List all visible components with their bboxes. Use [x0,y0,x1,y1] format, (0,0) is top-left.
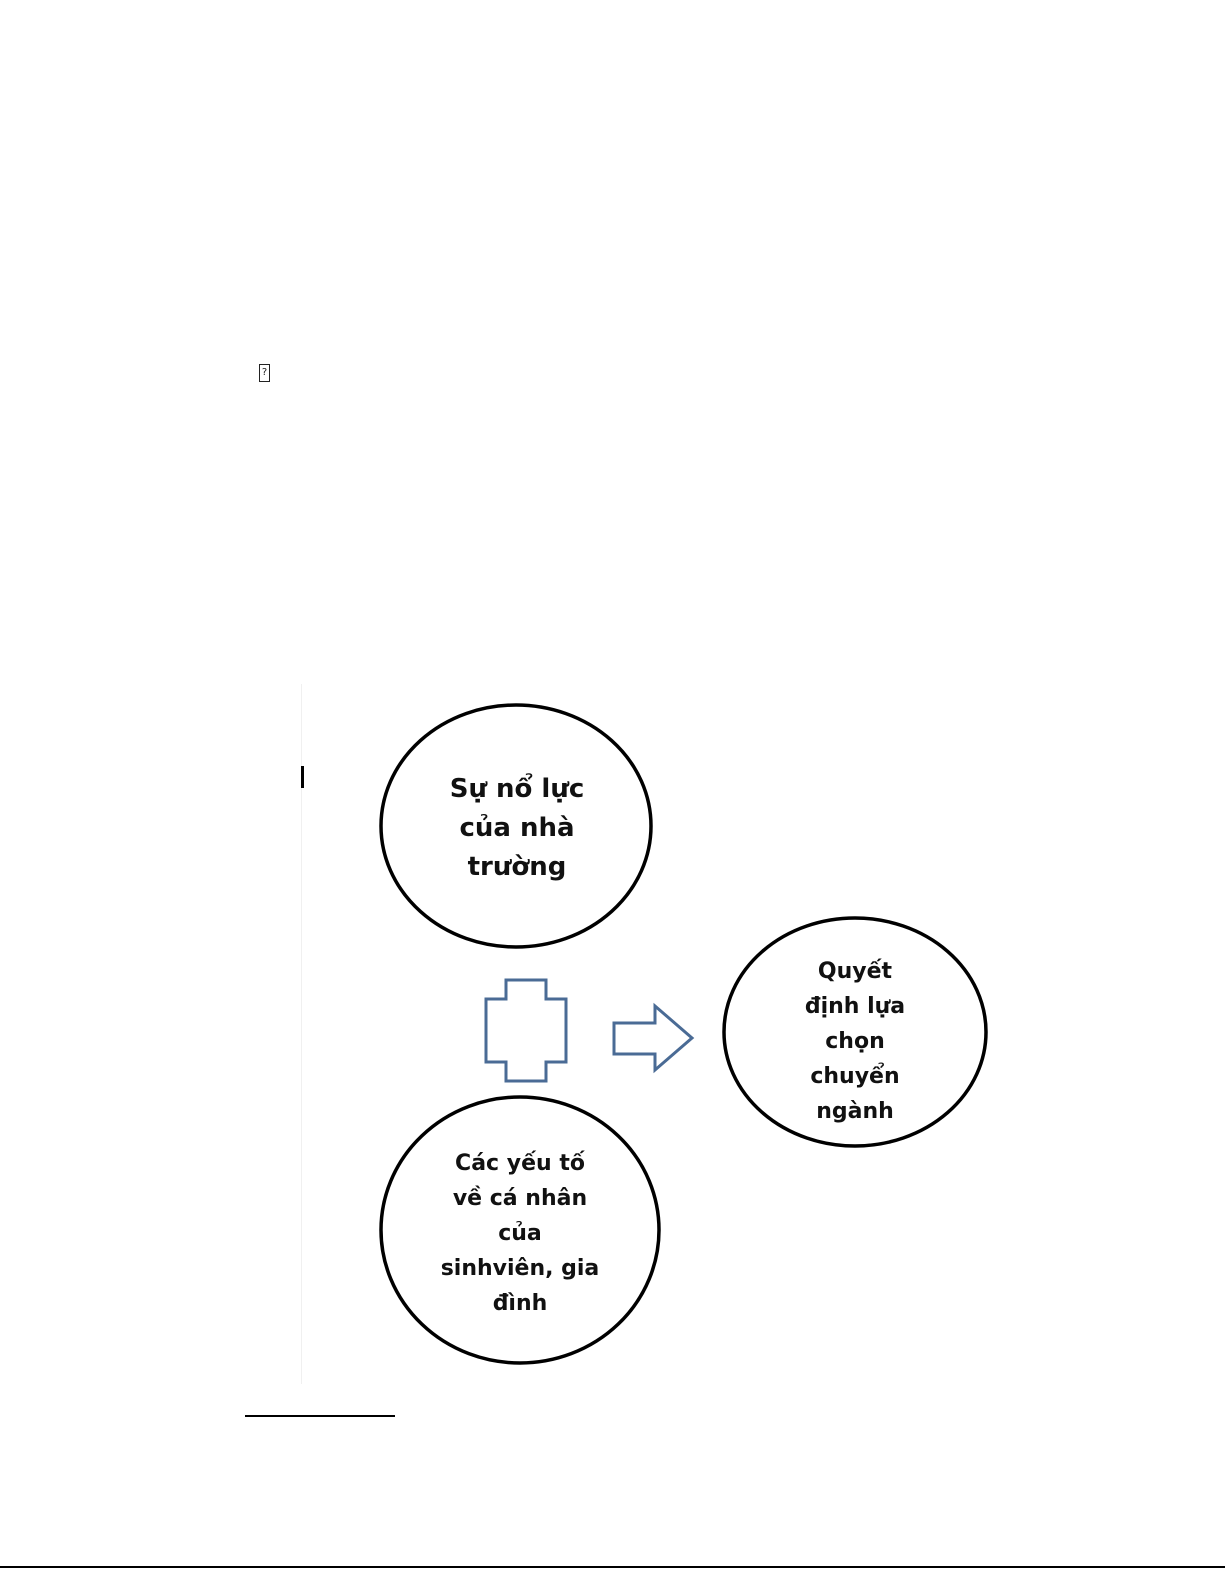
right-block-arrow-icon [614,1006,692,1070]
node-school-label: Sự nổ lực của nhà trường [449,774,585,882]
plus-shape-icon [486,980,566,1081]
page-bottom-rule [0,1566,1225,1568]
missing-glyph-box: ? [259,364,270,382]
node-decision-label: Quyết định lựa chọn chuyển ngành [804,959,906,1124]
node-personal-label: Các yếu tố về cá nhân của sinhviên, gia đình [440,1151,600,1316]
footnote-separator [245,1415,395,1417]
